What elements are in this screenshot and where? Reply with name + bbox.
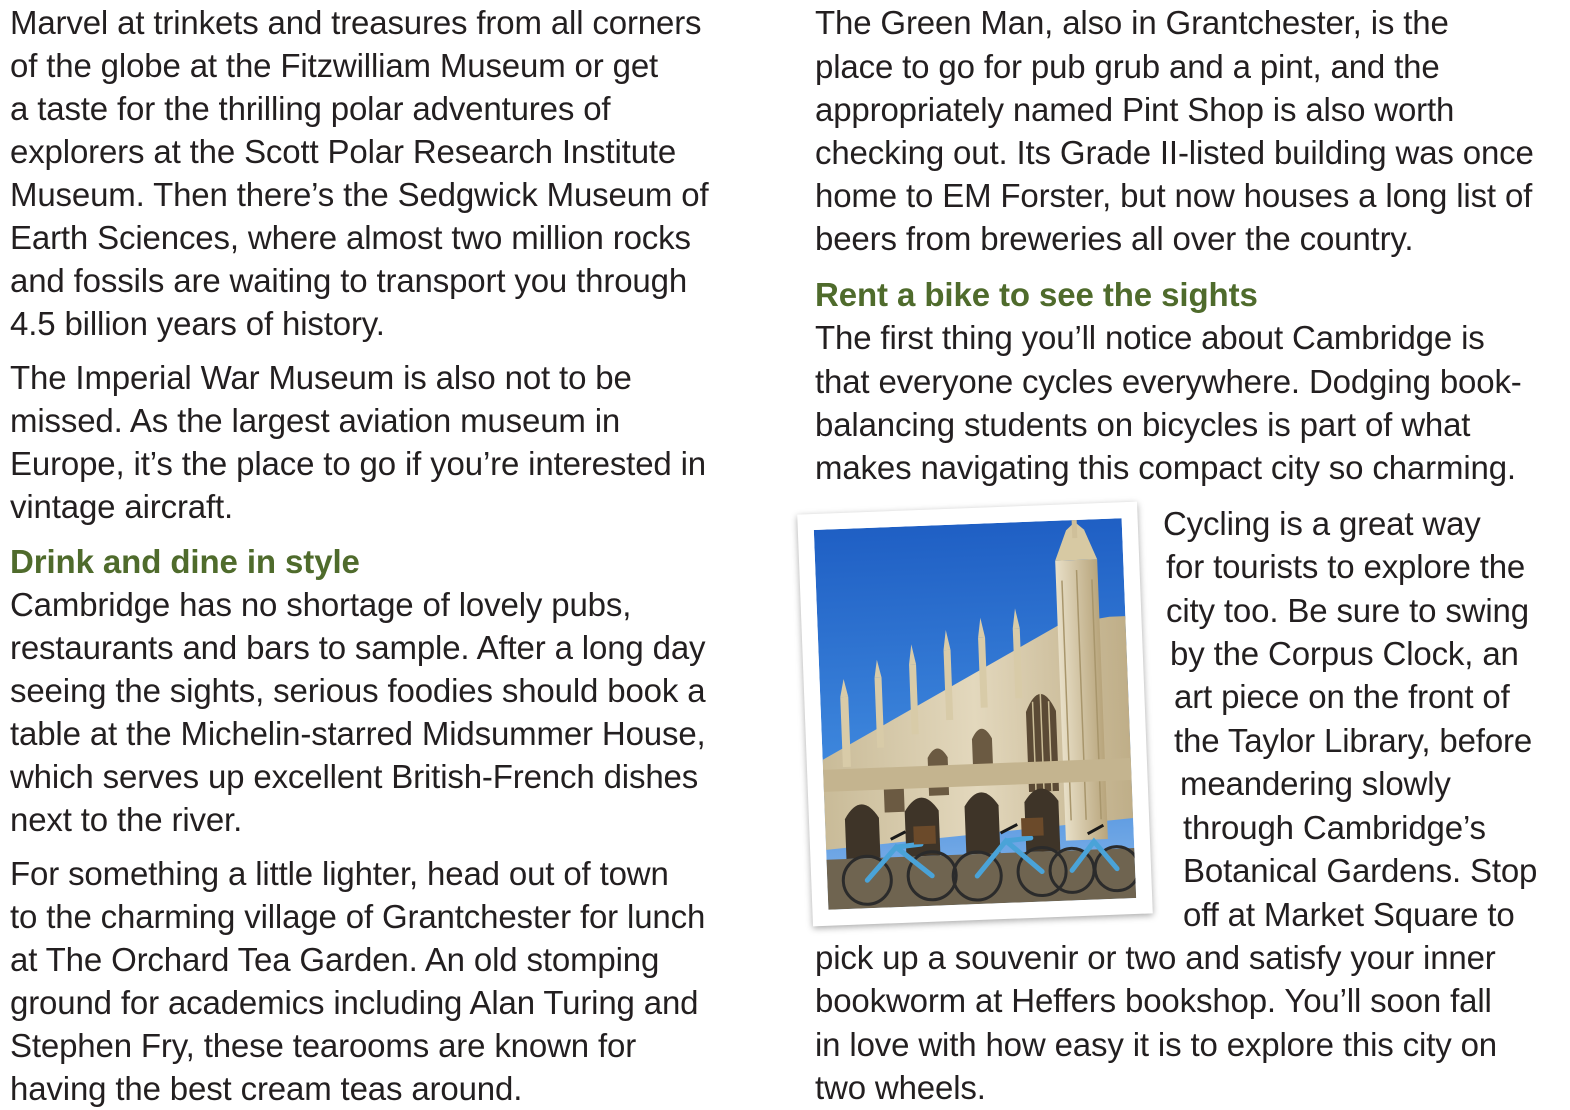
- body-text-line: Marvel at trinkets and treasures from all corners: [10, 4, 702, 41]
- body-text-line: Botanical Gardens. Stop: [1183, 852, 1538, 889]
- body-text-line: ground for academics including Alan Turing and: [10, 984, 699, 1021]
- photo-kings-college-chapel-with-bicycles-icon: [797, 502, 1153, 927]
- body-text-line: appropriately named Pint Shop is also worth: [815, 91, 1455, 128]
- body-text-line: having the best cream teas around.: [10, 1070, 523, 1107]
- body-text-line: restaurants and bars to sample. After a long day: [10, 629, 706, 666]
- body-text-line: art piece on the front of: [1174, 678, 1510, 715]
- body-text-line: seeing the sights, serious foodies should book a: [10, 672, 706, 709]
- body-text-line: of the globe at the Fitzwilliam Museum or get: [10, 47, 659, 84]
- body-text-line: for tourists to explore the: [1166, 548, 1526, 585]
- body-text-line: two wheels.: [815, 1069, 986, 1106]
- section-heading-drink-and-dine: Drink and dine in style: [10, 543, 360, 580]
- body-text-line: table at the Michelin-starred Midsummer House,: [10, 715, 706, 752]
- body-text-line: city too. Be sure to swing: [1166, 592, 1529, 629]
- body-text-line: and fossils are waiting to transport you through: [10, 262, 688, 299]
- body-text-line: in love with how easy it is to explore this city on: [815, 1026, 1497, 1063]
- body-text-line: Museum. Then there’s the Sedgwick Museum of: [10, 176, 709, 213]
- body-text-line: bookworm at Heffers bookshop. You’ll soon fall: [815, 982, 1492, 1019]
- body-text-line: next to the river.: [10, 801, 243, 838]
- section-heading-rent-a-bike: Rent a bike to see the sights: [815, 276, 1258, 313]
- body-text-line: place to go for pub grub and a pint, and the: [815, 48, 1440, 85]
- body-text-line: at The Orchard Tea Garden. An old stomping: [10, 941, 660, 978]
- body-text-line: which serves up excellent British-French dishes: [10, 758, 699, 795]
- body-text-line: pick up a souvenir or two and satisfy your inner: [815, 939, 1496, 976]
- body-text-line: explorers at the Scott Polar Research Institute: [10, 133, 677, 170]
- body-text-line: Cycling is a great way: [1163, 505, 1481, 542]
- body-text-line: checking out. Its Grade II-listed building was once: [815, 134, 1534, 171]
- body-text-line: Earth Sciences, where almost two million rocks: [10, 219, 691, 256]
- body-text-line: meandering slowly: [1180, 765, 1451, 802]
- body-text-line: vintage aircraft.: [10, 488, 234, 525]
- body-text-line: Europe, it’s the place to go if you’re interested in: [10, 445, 707, 482]
- body-text-line: the Taylor Library, before: [1174, 722, 1533, 759]
- body-text-line: a taste for the thrilling polar adventures of: [10, 90, 611, 127]
- body-text-line: makes navigating this compact city so charming.: [815, 449, 1516, 486]
- body-text-line: Cambridge has no shortage of lovely pubs,: [10, 586, 632, 623]
- body-text-line: The first thing you’ll notice about Cambridge is: [815, 319, 1485, 356]
- body-text-line: For something a little lighter, head out of town: [10, 855, 669, 892]
- body-text-line: missed. As the largest aviation museum in: [10, 402, 621, 439]
- body-text-line: that everyone cycles everywhere. Dodging book-: [815, 363, 1522, 400]
- body-text-line: balancing students on bicycles is part of what: [815, 406, 1471, 443]
- photo-image: [814, 518, 1136, 910]
- body-text-line: 4.5 billion years of history.: [10, 305, 385, 342]
- body-text-line: off at Market Square to: [1183, 896, 1515, 933]
- body-text-line: to the charming village of Grantchester for lunch: [10, 898, 706, 935]
- body-text-line: Stephen Fry, these tearooms are known for: [10, 1027, 637, 1064]
- body-text-line: beers from breweries all over the country.: [815, 220, 1414, 257]
- body-text-line: by the Corpus Clock, an: [1170, 635, 1519, 672]
- body-text-line: through Cambridge’s: [1183, 809, 1486, 846]
- body-text-line: The Green Man, also in Grantchester, is the: [815, 4, 1449, 41]
- body-text-line: home to EM Forster, but now houses a long list of: [815, 177, 1533, 214]
- body-text-line: The Imperial War Museum is also not to be: [10, 359, 632, 396]
